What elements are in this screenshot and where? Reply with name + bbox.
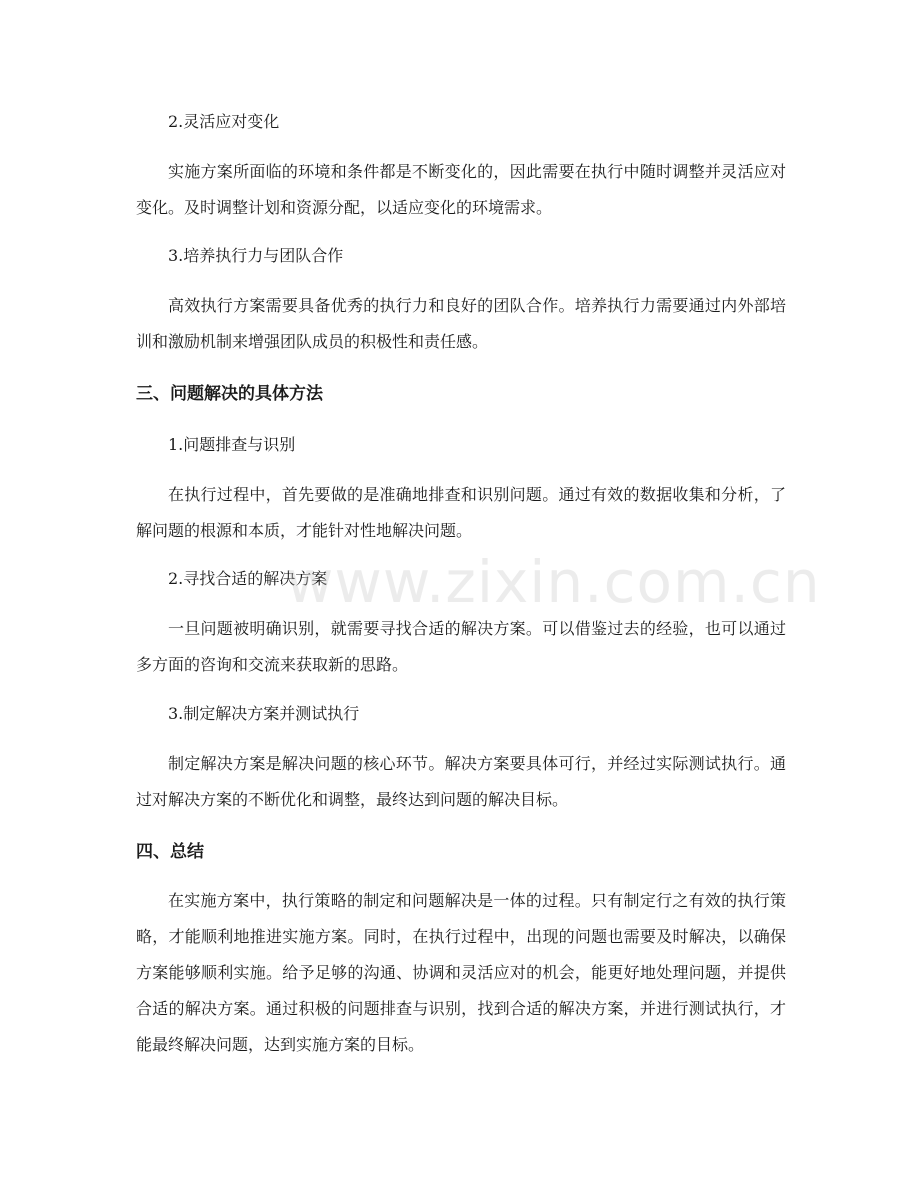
- paragraph-execution-teamwork: 高效执行方案需要具备优秀的执行力和良好的团队合作。培养执行力需要通过内外部培训和激励机制来增强团队成员的积极性和责任感。: [136, 296, 786, 351]
- subheading-flexible-response: 2.灵活应对变化: [168, 112, 280, 131]
- paragraph-flexible-response: 实施方案所面临的环境和条件都是不断变化的，因此需要在执行中随时调整并灵活应对变化。及时调整计划和资源分配，以适应变化的环境需求。: [136, 162, 786, 217]
- subheading-test-execute: 3.制定解决方案并测试执行: [168, 704, 360, 723]
- paragraph-find-solution: 一旦问题被明确识别，就需要寻找合适的解决方案。可以借鉴过去的经验，也可以通过多方面的咨询和交流来获取新的思路。: [136, 619, 786, 674]
- subheading-problem-identification: 1.问题排查与识别: [168, 435, 296, 454]
- section-heading-summary: 四、总结: [136, 842, 204, 862]
- paragraph-problem-identification: 在执行过程中，首先要做的是准确地排查和识别问题。通过有效的数据收集和分析，了解问题的根源和本质，才能针对性地解决问题。: [136, 485, 786, 540]
- watermark: www.zixin.com.cn: [286, 548, 821, 616]
- paragraph-summary: 在实施方案中，执行策略的制定和问题解决是一体的过程。只有制定行之有效的执行策略，才能顺利地推进实施方案。同时，在执行过程中，出现的问题也需要及时解决，以确保方案能够顺利实施。给予足够的沟通、协调和灵活应对的机会，能更好地处理问题，并提供合适的解决方案。通过积极的问题排查与识别，找到合适的解决方案，并进行测试执行，才能最终解决问题，达到实施方案的目标。: [136, 891, 786, 1054]
- subheading-find-solution: 2.寻找合适的解决方案: [168, 569, 328, 588]
- subheading-execution-teamwork: 3.培养执行力与团队合作: [168, 246, 344, 265]
- section-heading-problem-solving: 三、问题解决的具体方法: [136, 384, 323, 404]
- paragraph-test-execute: 制定解决方案是解决问题的核心环节。解决方案要具体可行，并经过实际测试执行。通过对解决方案的不断优化和调整，最终达到问题的解决目标。: [136, 754, 786, 809]
